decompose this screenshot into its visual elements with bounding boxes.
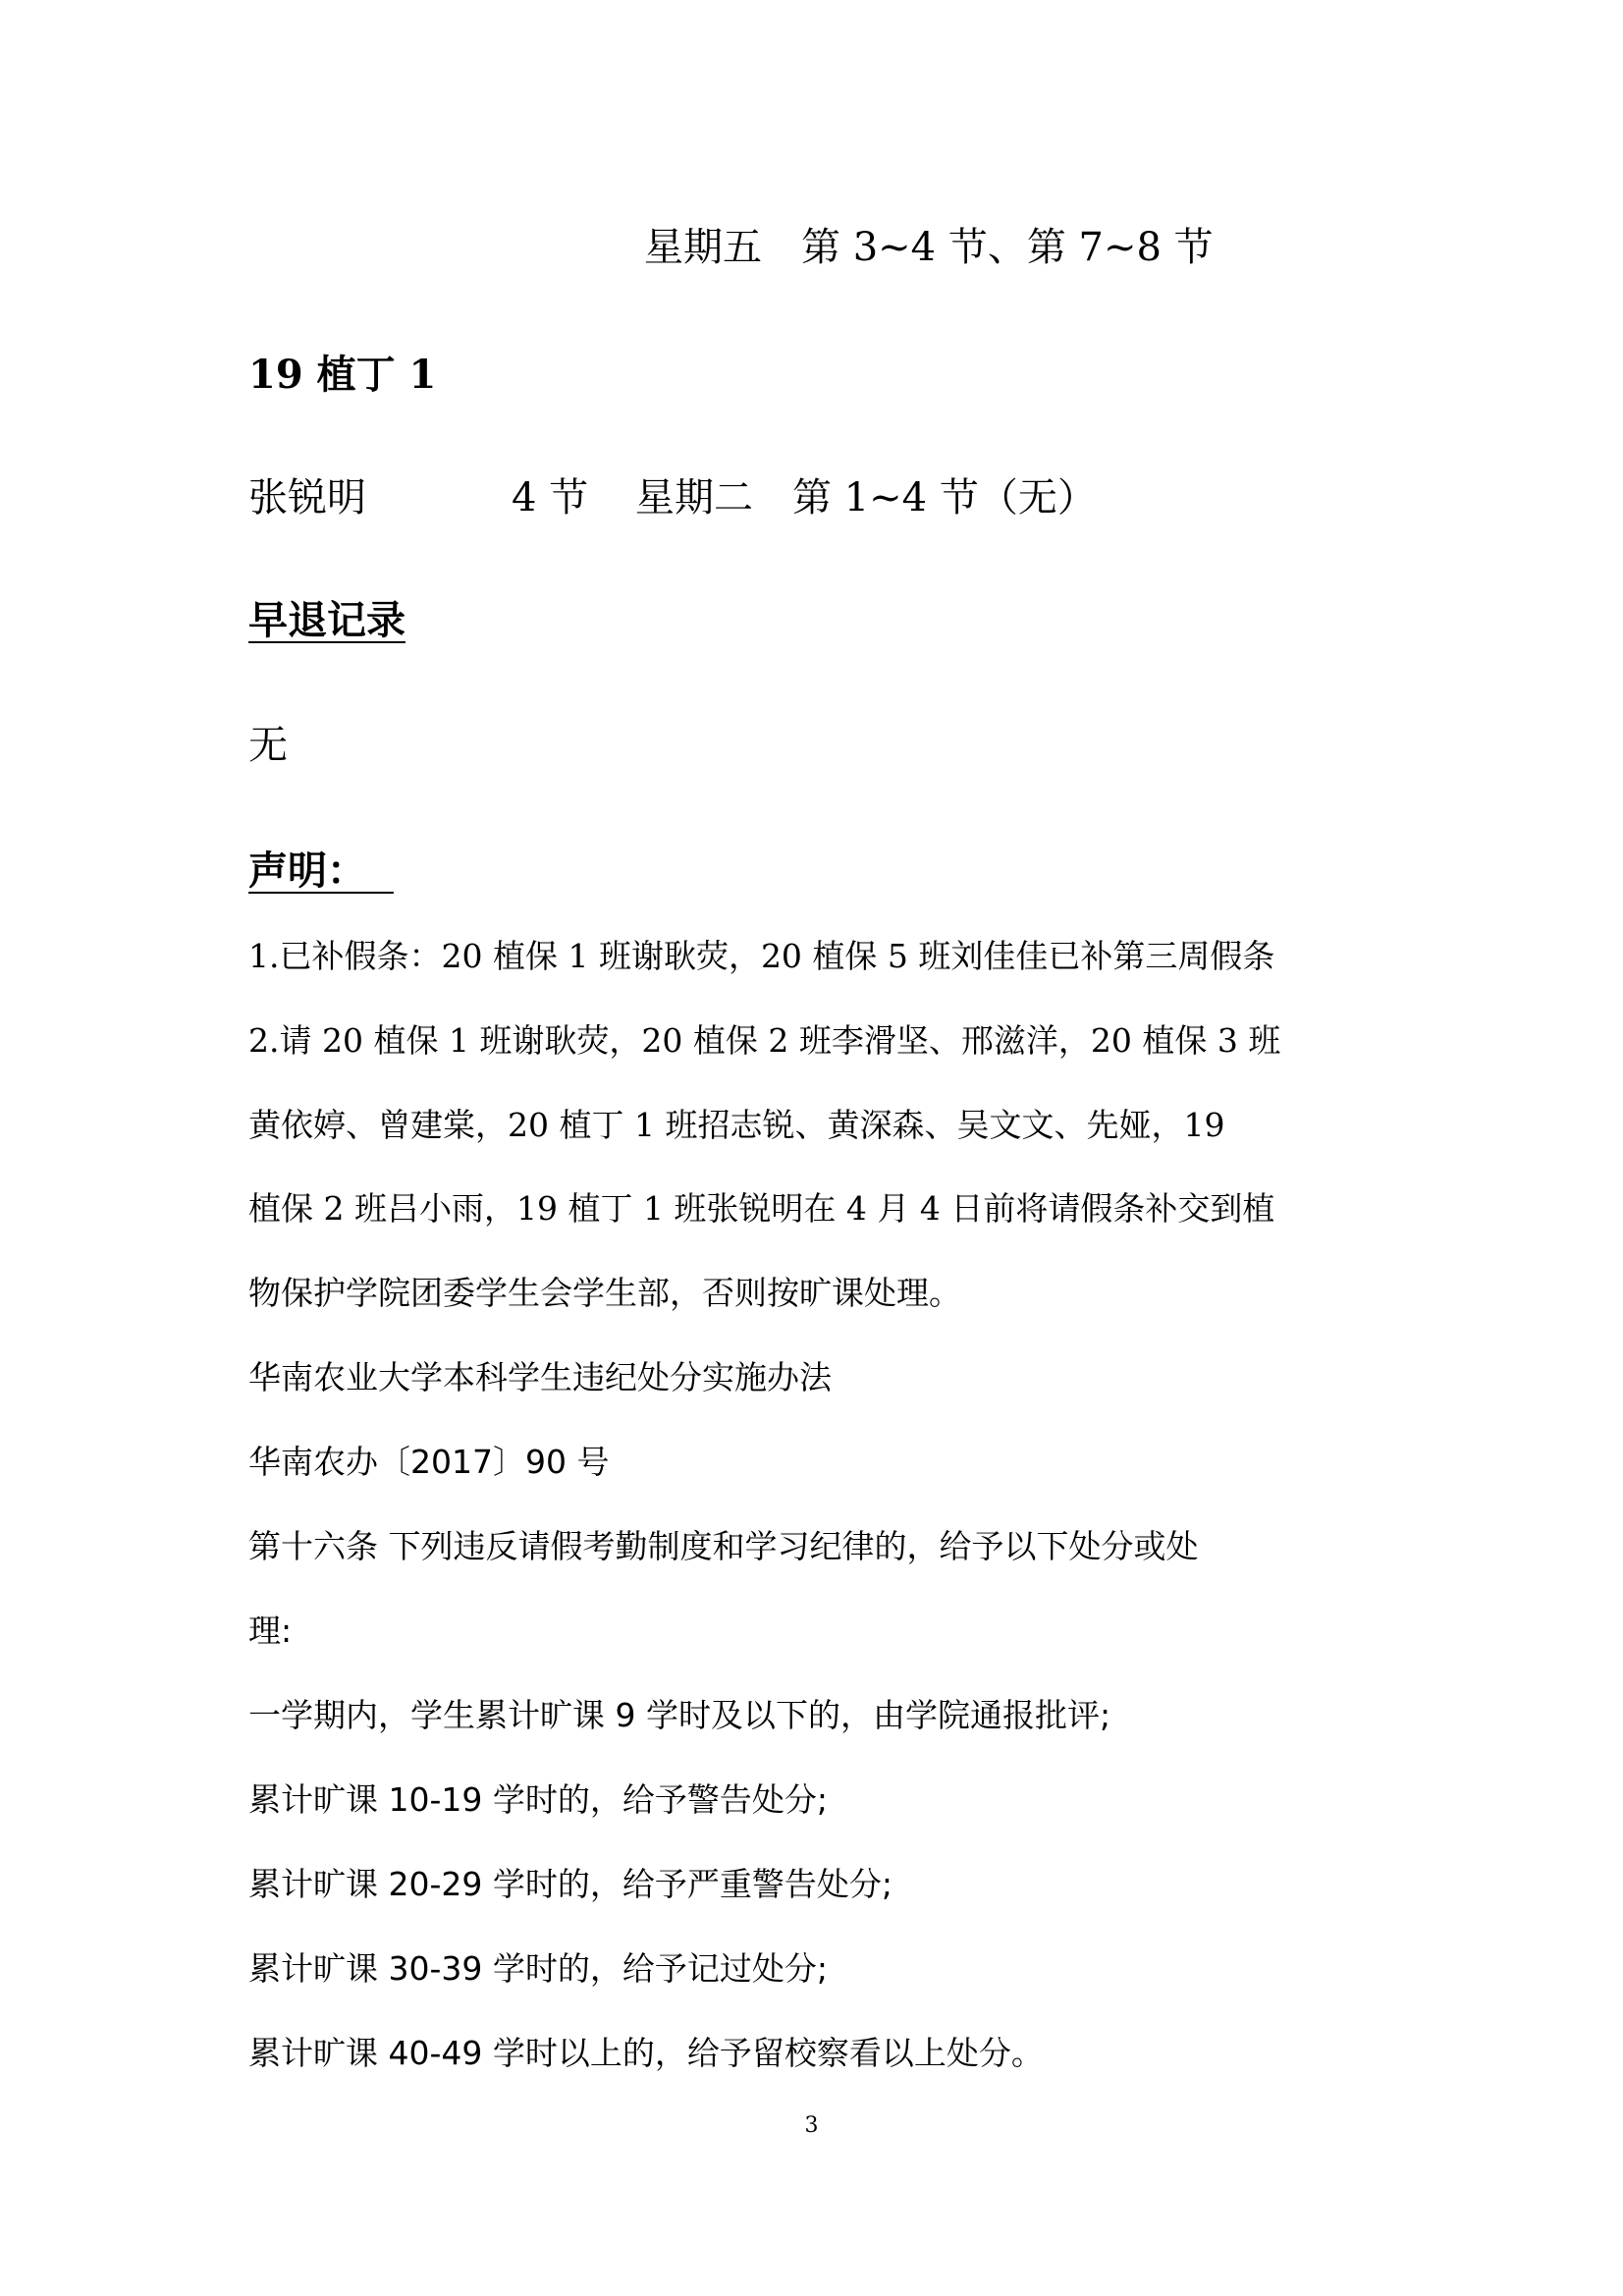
regulation-title: 华南农业大学本科学生违纪处分实施办法 <box>248 1358 832 1396</box>
early-leave-content: 无 <box>248 723 288 768</box>
statement-line: 黄依婷、曾建棠，20 植丁 1 班招志锐、黄深森、吴文文、先娅，19 <box>248 1106 1225 1144</box>
regulation-item: 累计旷课 20-29 学时的，给予严重警告处分; <box>248 1865 893 1903</box>
statement-heading: 声明： <box>248 848 366 894</box>
absence-hours: 4 节 <box>512 475 589 520</box>
absence-row <box>248 466 1097 522</box>
statement-line: 2.请 20 植保 1 班谢耿荧，20 植保 2 班李滑坚、邢滋洋，20 植保 3 班 <box>248 1021 1281 1060</box>
regulation-item: 累计旷课 40-49 学时以上的，给予留校察看以上处分。 <box>248 2034 1044 2072</box>
schedule-sessions: 第 3~4 节、第 7~8 节 <box>801 225 1214 270</box>
class-heading: 19 植丁 1 <box>248 352 437 398</box>
regulation-article: 理: <box>248 1612 293 1650</box>
absence-day: 星期二 <box>635 475 753 520</box>
schedule-day: 星期五 <box>644 225 762 270</box>
statement-line: 1.已补假条：20 植保 1 班谢耿荧，20 植保 5 班刘佳佳已补第三周假条 <box>248 937 1275 975</box>
regulation-item: 累计旷课 30-39 学时的，给予记过处分; <box>248 1949 828 1988</box>
regulation-item: 一学期内，学生累计旷课 9 学时及以下的，由学院通报批评; <box>248 1696 1111 1734</box>
statement-line: 植保 2 班吕小雨，19 植丁 1 班张锐明在 4 月 4 日前将请假条补交到植 <box>248 1189 1275 1228</box>
regulation-item: 累计旷课 10-19 学时的，给予警告处分; <box>248 1780 828 1819</box>
statement-line: 物保护学院团委学生会学生部，否则按旷课处理。 <box>248 1274 961 1312</box>
regulation-article: 第十六条 下列违反请假考勤制度和学习纪律的，给予以下处分或处 <box>248 1527 1199 1565</box>
page-number: 3 <box>804 2113 819 2138</box>
absence-sessions: 第 1~4 节（无） <box>792 475 1097 520</box>
schedule-line-friday <box>644 216 1214 272</box>
early-leave-heading: 早退记录 <box>248 598 406 643</box>
student-name: 张锐明 <box>248 475 366 520</box>
regulation-doc-number: 华南农办〔2017〕90 号 <box>248 1443 610 1481</box>
